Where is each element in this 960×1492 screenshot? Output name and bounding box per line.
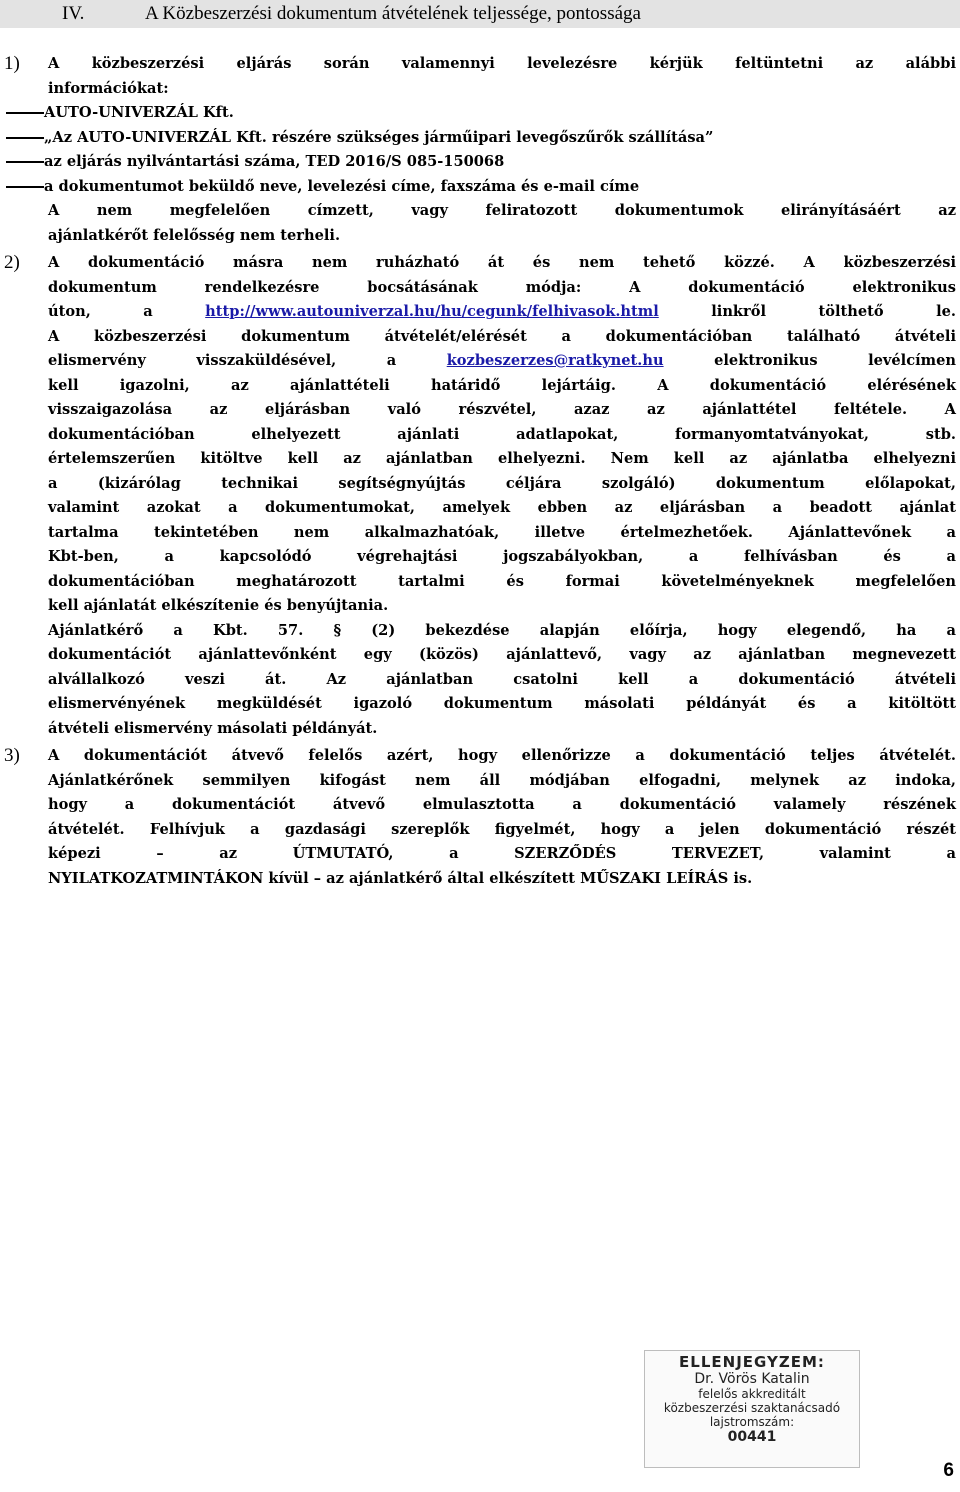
section-title: A Közbeszerzési dokumentum átvételének teljessége, pontossága	[145, 3, 641, 24]
dash-icon	[0, 101, 44, 126]
stamp-title: ELLENJEGYZEM:	[679, 1353, 825, 1371]
item-3-number: 3)	[4, 745, 20, 766]
bullet-item: a dokumentumot beküldő neve, levelezési címe, faxszáma és e-mail címe	[48, 175, 956, 200]
bullet-item: „Az AUTO-UNIVERZÁL Kft. részére szükséges járműipari levegőszűrők szállítása”	[48, 126, 956, 151]
text-line: A dokumentáció másra nem ruházható át és nem tehető közzé. A közbeszerzési	[48, 254, 956, 271]
item-1	[0, 52, 960, 248]
text-line: A közbeszerzési dokumentum átvételét/elérését a dokumentációban található átvételi	[48, 327, 956, 345]
approval-stamp	[644, 1350, 860, 1468]
document-body	[0, 52, 960, 894]
text-line: dokumentum rendelkezésre bocsátásának módja: A dokumentáció elektronikus	[48, 278, 956, 296]
bullet-item: az eljárás nyilvántartási száma, TED 2016/S 085-150068	[48, 150, 956, 175]
email-link[interactable]: kozbeszerzes@ratkynet.hu	[446, 352, 664, 369]
dash-icon	[0, 175, 44, 200]
text-line: átvételi elismervény másolati példányát.	[48, 719, 378, 737]
download-link[interactable]: http://www.autouniverzal.hu/hu/cegunk/felhivasok.html	[205, 303, 659, 320]
dash-icon	[0, 150, 44, 175]
text-line: dokumentációban elhelyezett ajánlati adatlapokat, formanyomtatványokat, stb.	[48, 425, 956, 443]
item-2-number: 2)	[4, 252, 20, 273]
text-line: képezi – az ÚTMUTATÓ, a SZERZŐDÉS TERVEZET, valamint a	[48, 845, 956, 862]
text-line: elismervény visszaküldésével, a kozbeszerzes@ratkynet.hu elektronikus levélcímen	[48, 352, 956, 369]
text-line: visszaigazolása az eljárásban való részvétel, azaz az ajánlattétel feltétele. A	[48, 401, 956, 418]
dash-icon	[0, 126, 44, 151]
text-line: valamint azokat a dokumentumokat, amelyek ebben az eljárásban a beadott ajánlat	[48, 499, 956, 516]
text-line: kell ajánlatát elkészítenie és benyújtania.	[48, 597, 389, 614]
text-line: alvállalkozó veszi át. Az ajánlatban csatolni kell a dokumentáció átvételi	[48, 670, 956, 688]
stamp-reg-number: 00441	[727, 1429, 777, 1445]
item-2	[0, 251, 960, 741]
text-line: ajánlatkérőt felelősség nem terheli.	[48, 226, 341, 244]
stamp-role: közbeszerzési szaktanácsadó	[663, 1401, 841, 1415]
text-line: elismervényének megküldését igazoló dokumentum másolati példányát és a kitöltött	[48, 695, 956, 712]
text-line: A dokumentációt átvevő felelős azért, hogy ellenőrizze a dokumentáció teljes átvételét.	[48, 747, 956, 764]
text-line: NYILATKOZATMINTÁKON kívül – az ajánlatkérő által elkészített MŰSZAKI LEÍRÁS is.	[48, 869, 753, 887]
page-number: 6	[943, 1460, 954, 1481]
text-line: értelemszerűen kitöltve kell az ajánlatban elhelyezni. Nem kell az ajánlatba elhelyezni	[48, 450, 956, 467]
text-line: Ajánlatkérő a Kbt. 57. § (2) bekezdése alapján előírja, hogy elegendő, ha a	[48, 621, 956, 639]
item-3	[0, 744, 960, 891]
stamp-name: Dr. Vörös Katalin	[694, 1371, 810, 1387]
text-line: A közbeszerzési eljárás során valamennyi levelezésre kérjük feltüntetni az alábbi	[48, 55, 956, 72]
text-line: hogy a dokumentációt átvevő elmulasztotta a dokumentáció valamely részének	[48, 796, 956, 813]
text-line: A nem megfelelően címzett, vagy feliratozott dokumentumok elirányításáért az	[48, 202, 956, 219]
text-line: Ajánlatkérőnek semmilyen kifogást nem áll módjában elfogadni, melynek az indoka,	[48, 771, 956, 789]
section-number: IV.	[62, 3, 85, 24]
text-line: információkat:	[48, 79, 169, 97]
section-header	[0, 0, 960, 28]
text-line: dokumentációban meghatározott tartalmi és formai követelményeknek megfelelően	[48, 572, 956, 590]
item-1-number: 1)	[4, 53, 20, 74]
stamp-role: felelős akkreditált	[698, 1387, 806, 1401]
text-line: Kbt-ben, a kapcsolódó végrehajtási jogszabályokban, a felhívásban és a	[48, 548, 956, 565]
text-line: úton, a http://www.autouniverzal.hu/hu/cegunk/felhivasok.html linkről tölthető le.	[48, 303, 956, 320]
text-line: tartalma tekintetében nem alkalmazhatóak, illetve értelmezhetőek. Ajánlattevőnek a	[48, 523, 956, 541]
text-line: dokumentációt ajánlattevőnként egy (közös) ajánlattevő, vagy az ajánlatban megnevezett	[48, 646, 956, 663]
text-line: kell igazolni, az ajánlattételi határidő lejártáig. A dokumentáció elérésének	[48, 376, 956, 394]
text-line: átvételét. Felhívjuk a gazdasági szereplők figyelmét, hogy a jelen dokumentáció részét	[48, 820, 956, 838]
bullet-item: AUTO-UNIVERZÁL Kft.	[48, 101, 956, 126]
text-line: a (kizárólag technikai segítségnyújtás céljára szolgáló) dokumentum előlapokat,	[48, 474, 956, 492]
stamp-reg-label: lajstromszám:	[709, 1415, 795, 1429]
